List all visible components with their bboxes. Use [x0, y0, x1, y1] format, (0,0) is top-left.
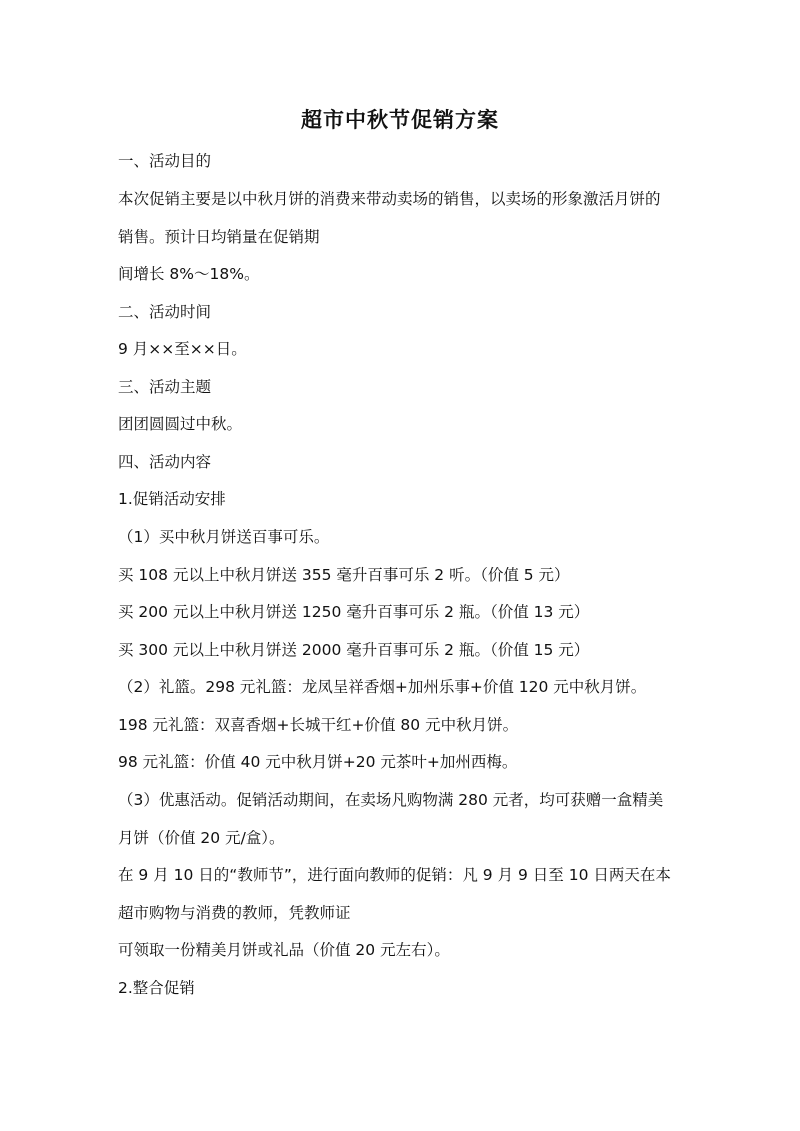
heading-activity-purpose: 一、活动目的: [118, 152, 212, 170]
paragraph-line: 9 月××至××日。: [118, 340, 247, 358]
paragraph-line: 198 元礼篮：双喜香烟+长城干红+价值 80 元中秋月饼。: [118, 716, 519, 734]
paragraph-line: 98 元礼篮：价值 40 元中秋月饼+20 元茶叶+加州西梅。: [118, 753, 518, 771]
paragraph-line: （2）礼篮。298 元礼篮：龙凤呈祥香烟+加州乐事+价值 120 元中秋月饼。: [118, 678, 647, 696]
paragraph-line: 本次促销主要是以中秋月饼的消费来带动卖场的销售，以卖场的形象激活月饼的: [118, 190, 661, 208]
heading-activity-theme: 三、活动主题: [118, 378, 212, 396]
paragraph-line: （3）优惠活动。促销活动期间，在卖场凡购物满 280 元者，均可获赠一盒精美: [118, 791, 664, 809]
heading-activity-content: 四、活动内容: [118, 453, 212, 471]
paragraph-line: 买 108 元以上中秋月饼送 355 毫升百事可乐 2 听。（价值 5 元）: [118, 566, 570, 584]
paragraph-line: 间增长 8%～18%。: [118, 265, 260, 283]
paragraph-line: 超市购物与消费的教师，凭教师证: [118, 904, 351, 922]
paragraph-line: 月饼（价值 20 元/盒）。: [118, 829, 285, 847]
heading-activity-time: 二、活动时间: [118, 303, 212, 321]
paragraph-line: 销售。预计日均销量在促销期: [118, 228, 320, 246]
paragraph-line: 在 9 月 10 日的“教师节”，进行面向教师的促销：凡 9 月 9 日至 10 日两天在本: [118, 866, 671, 884]
paragraph-line: 买 200 元以上中秋月饼送 1250 毫升百事可乐 2 瓶。（价值 13 元）: [118, 603, 590, 621]
document-title: 超市中秋节促销方案: [301, 108, 499, 132]
paragraph-line: 团团圆圆过中秋。: [118, 415, 243, 433]
subheading-integrated-promotion: 2.整合促销: [118, 979, 195, 997]
paragraph-line: 可领取一份精美月饼或礼品（价值 20 元左右）。: [118, 941, 450, 959]
paragraph-line: 买 300 元以上中秋月饼送 2000 毫升百事可乐 2 瓶。（价值 15 元）: [118, 641, 590, 659]
paragraph-line: （1）买中秋月饼送百事可乐。: [118, 528, 330, 546]
subheading-promotion-arrangement: 1.促销活动安排: [118, 490, 226, 508]
